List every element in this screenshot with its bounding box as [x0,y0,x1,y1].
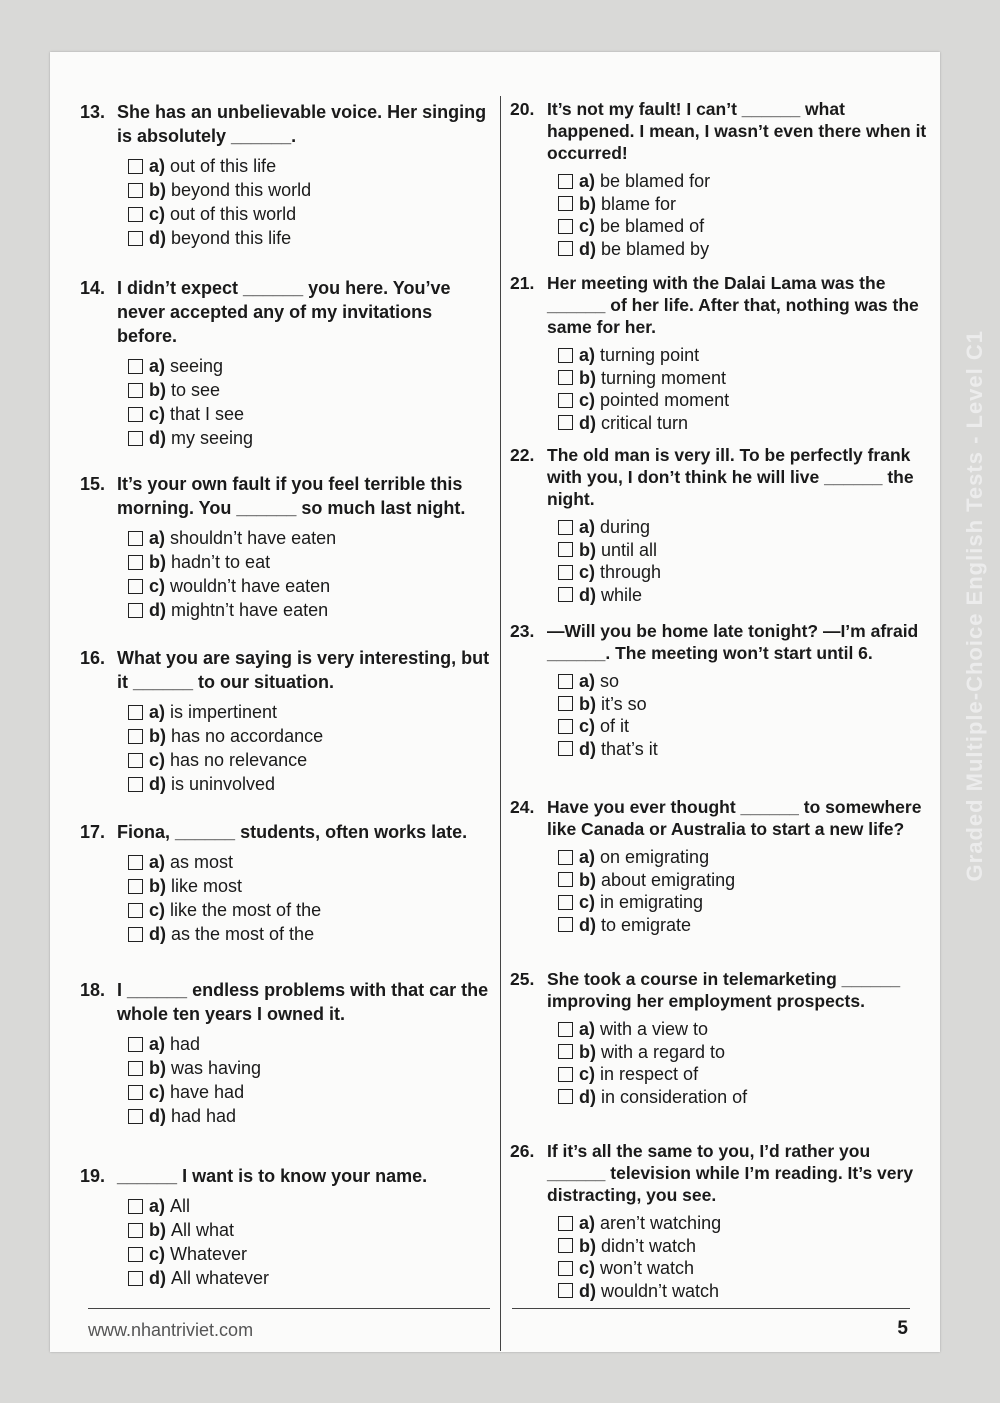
question-text: ______ I want is to know your name. [117,1166,428,1186]
option-text: wouldn’t have eaten [170,576,331,596]
question-number: 18. [80,980,106,1000]
option-text: pointed moment [600,390,730,410]
question-text: I ______ endless problems with that car the whole ten years I owned it. [117,980,489,1024]
checkbox-icon[interactable] [558,196,573,211]
checkbox-icon[interactable] [128,879,143,894]
option-text: to emigrate [601,914,692,935]
answer-option[interactable] [128,1032,495,1056]
option-text: in emigrating [600,892,704,912]
answer-option[interactable] [128,550,495,574]
answer-options [558,170,930,260]
answer-option[interactable] [128,850,495,874]
option-letter: b) [149,1058,166,1078]
option-letter: b) [579,539,596,560]
answer-option[interactable] [558,869,930,892]
checkbox-icon[interactable] [558,393,573,408]
answer-options [558,516,930,606]
question-number: 17. [80,822,106,842]
option-text: didn’t watch [601,1235,697,1256]
option-letter: c) [149,1244,166,1264]
checkbox-icon[interactable] [128,753,143,768]
answer-option[interactable] [558,367,930,390]
answer-option[interactable] [558,516,930,539]
option-letter: d) [579,412,596,433]
question-number: 16. [80,648,106,668]
answer-option[interactable] [128,1266,495,1290]
option-letter: d) [149,1268,166,1288]
option-text: while [601,584,643,605]
question-text: I didn’t expect ______ you here. You’ve never accepted any of my invitations before. [117,278,451,346]
option-text: mightn’t have eaten [171,600,329,620]
option-text: aren’t watching [600,1213,722,1233]
checkbox-icon[interactable] [128,927,143,942]
option-text: out of this life [170,156,277,176]
answer-option[interactable] [558,1041,930,1064]
checkbox-icon[interactable] [128,1109,143,1124]
checkbox-icon[interactable] [128,1199,143,1214]
checkbox-icon[interactable] [128,1247,143,1262]
option-text: have had [170,1082,245,1102]
option-text: hadn’t to eat [171,552,271,572]
answer-option[interactable] [558,914,930,937]
checkbox-icon[interactable] [558,1044,573,1059]
option-letter: c) [149,1082,166,1102]
answer-option[interactable] [558,561,930,584]
option-text: is impertinent [170,702,278,722]
checkbox-icon[interactable] [558,587,573,602]
question-number: 23. [510,621,535,641]
question-number: 25. [510,969,535,989]
option-text: about emigrating [601,869,736,890]
answer-option[interactable] [558,1280,930,1303]
answer-option[interactable] [128,1218,495,1242]
option-text: shouldn’t have eaten [170,528,337,548]
answer-option[interactable] [558,670,930,693]
answer-option[interactable] [558,539,930,562]
option-text: until all [601,539,658,560]
answer-option[interactable] [128,1080,495,1104]
option-text: through [600,562,662,582]
answer-option[interactable] [128,574,495,598]
answer-option[interactable] [128,1242,495,1266]
option-text: of it [600,716,630,736]
option-letter: a) [579,671,596,691]
option-letter: d) [579,1086,596,1107]
checkbox-icon[interactable] [558,1067,573,1082]
option-text: as most [170,852,234,872]
answer-option[interactable] [128,724,495,748]
answer-option[interactable] [128,226,495,250]
answer-options [558,670,930,760]
question [80,472,495,622]
option-letter: a) [149,156,166,176]
option-text: out of this world [170,204,297,224]
option-text: on emigrating [600,847,710,867]
option-letter: a) [579,345,596,365]
option-letter: b) [579,367,596,388]
option-text: as the most of the [171,924,315,944]
checkbox-icon[interactable] [558,370,573,385]
column-divider [500,96,501,1351]
option-letter: d) [579,738,596,759]
checkbox-icon[interactable] [128,531,143,546]
checkbox-icon[interactable] [558,415,573,430]
answer-option[interactable] [558,715,930,738]
question-number: 19. [80,1166,106,1186]
option-text: beyond this world [171,180,312,200]
answer-options [128,1032,495,1128]
checkbox-icon[interactable] [558,241,573,256]
option-text: turning point [600,345,700,365]
answer-option[interactable] [128,354,495,378]
answer-option[interactable] [558,1063,930,1086]
question [510,796,930,936]
option-letter: b) [579,1235,596,1256]
option-text: like most [171,876,243,896]
question-text: Fiona, ______ students, often works late. [117,822,468,842]
option-letter: c) [149,750,166,770]
checkbox-icon[interactable] [558,850,573,865]
question-text: If it’s all the same to you, I’d rather you ______ television while I’m reading. It’s very distracting, you see. [547,1141,914,1205]
checkbox-icon[interactable] [558,1089,573,1104]
option-text: turning moment [601,367,727,388]
option-letter: d) [149,228,166,248]
answer-option[interactable] [558,891,930,914]
checkbox-icon[interactable] [128,383,143,398]
checkbox-icon[interactable] [128,729,143,744]
option-text: Whatever [170,1244,248,1264]
answer-option[interactable] [128,178,495,202]
question-text: The old man is very ill. To be perfectly frank with you, I don’t think he will live ______ the night. [547,445,914,509]
side-series-title: Graded Multiple-Choice English Tests - Level C1 [962,330,987,882]
option-letter: d) [579,914,596,935]
option-letter: c) [579,1064,596,1084]
option-letter: a) [149,702,166,722]
question [510,98,930,260]
option-text: be blamed for [600,171,711,191]
question [80,978,495,1128]
question-text: She took a course in telemarketing ______ improving her employment prospects. [547,969,901,1011]
checkbox-icon[interactable] [558,1216,573,1231]
option-text: with a view to [600,1019,709,1039]
option-text: in respect of [600,1064,699,1084]
question-number: 21. [510,273,535,293]
answer-option[interactable] [558,1018,930,1041]
answer-option[interactable] [128,772,495,796]
option-letter: a) [149,356,166,376]
option-text: my seeing [171,428,254,448]
page-number: 5 [897,1318,908,1339]
answer-options [128,1194,495,1290]
checkbox-icon[interactable] [558,565,573,580]
option-letter: a) [579,1019,596,1039]
answer-option[interactable] [558,846,930,869]
option-text: be blamed of [600,216,705,236]
answer-option[interactable] [558,215,930,238]
checkbox-icon[interactable] [128,231,143,246]
answer-options [558,1212,930,1302]
option-text: All [170,1196,191,1216]
answer-option[interactable] [558,238,930,261]
question [80,646,495,796]
option-text: blame for [601,193,677,214]
option-text: is uninvolved [171,774,276,794]
checkbox-icon[interactable] [558,741,573,756]
checkbox-icon[interactable] [128,603,143,618]
option-letter: d) [579,1280,596,1301]
option-letter: a) [149,852,166,872]
checkbox-icon[interactable] [128,777,143,792]
answer-option[interactable] [558,193,930,216]
option-letter: c) [149,204,166,224]
answer-option[interactable] [558,1257,930,1280]
option-text: wouldn’t watch [601,1280,720,1301]
question [510,444,930,606]
checkbox-icon[interactable] [558,917,573,932]
option-text: won’t watch [600,1258,695,1278]
question [510,272,930,434]
option-letter: d) [149,924,166,944]
option-letter: b) [579,193,596,214]
question [510,620,930,760]
answer-option[interactable] [128,922,495,946]
option-text: had had [171,1106,237,1126]
option-letter: c) [579,892,596,912]
option-letter: a) [149,1034,166,1054]
question-number: 20. [510,99,535,119]
option-letter: a) [149,528,166,548]
answer-option[interactable] [558,693,930,716]
option-letter: c) [149,404,166,424]
option-letter: c) [149,576,166,596]
question-text: —Will you be home late tonight? —I’m afraid ______. The meeting won’t start until 6. [547,621,919,663]
option-letter: a) [579,517,596,537]
answer-option[interactable] [558,1086,930,1109]
question-number: 15. [80,474,106,494]
checkbox-icon[interactable] [558,542,573,557]
option-text: All what [171,1220,235,1240]
question [80,276,495,450]
option-letter: d) [579,584,596,605]
question-number: 26. [510,1141,535,1161]
option-letter: c) [579,562,596,582]
footer-rule-left [88,1308,490,1309]
checkbox-icon[interactable] [558,674,573,689]
option-letter: b) [149,726,166,746]
question [510,968,930,1108]
option-text: in consideration of [601,1086,748,1107]
answer-options [128,526,495,622]
option-letter: b) [149,552,166,572]
checkbox-icon[interactable] [128,705,143,720]
answer-options [128,154,495,250]
question [80,1164,495,1290]
checkbox-icon[interactable] [558,1261,573,1276]
checkbox-icon[interactable] [128,183,143,198]
question-number: 13. [80,102,106,122]
option-letter: d) [579,238,596,259]
option-letter: b) [149,876,166,896]
answer-option[interactable] [558,1212,930,1235]
checkbox-icon[interactable] [128,207,143,222]
option-text: was having [171,1058,262,1078]
option-letter: c) [149,900,166,920]
option-text: that’s it [601,738,658,759]
checkbox-icon[interactable] [128,1061,143,1076]
option-letter: a) [579,847,596,867]
question-text: Have you ever thought ______ to somewhere like Canada or Australia to start a new life? [547,797,922,839]
checkbox-icon[interactable] [128,359,143,374]
answer-option[interactable] [128,700,495,724]
option-text: has no relevance [170,750,308,770]
answer-option[interactable] [558,738,930,761]
question-text: What you are saying is very interesting, but it ______ to our situation. [117,648,490,692]
checkbox-icon[interactable] [128,1037,143,1052]
answer-options [128,850,495,946]
option-letter: d) [149,600,166,620]
checkbox-icon[interactable] [128,407,143,422]
option-text: critical turn [601,412,689,433]
option-letter: d) [149,428,166,448]
answer-options [128,700,495,796]
question-text: She has an unbelievable voice. Her singing is absolutely ______. [117,102,487,146]
checkbox-icon[interactable] [128,1223,143,1238]
option-letter: c) [579,1258,596,1278]
checkbox-icon[interactable] [558,872,573,887]
checkbox-icon[interactable] [558,696,573,711]
option-letter: a) [579,1213,596,1233]
option-text: it’s so [601,693,647,714]
option-letter: b) [579,693,596,714]
option-letter: d) [149,774,166,794]
option-text: had [170,1034,201,1054]
option-letter: b) [149,180,166,200]
option-text: like the most of the [170,900,322,920]
question-text: It’s not my fault! I can’t ______ what happened. I mean, I wasn’t even there when it occurred! [547,99,927,163]
question-number: 24. [510,797,535,817]
answer-options [128,354,495,450]
answer-option[interactable] [128,426,495,450]
answer-option[interactable] [128,1056,495,1080]
answer-option[interactable] [128,378,495,402]
option-letter: c) [579,390,596,410]
option-letter: a) [579,171,596,191]
answer-option[interactable] [128,154,495,178]
option-letter: b) [149,380,166,400]
answer-option[interactable] [558,584,930,607]
checkbox-icon[interactable] [558,1022,573,1037]
checkbox-icon[interactable] [558,520,573,535]
option-text: during [600,517,651,537]
option-text: seeing [170,356,224,376]
answer-options [558,1018,930,1108]
option-letter: c) [579,716,596,736]
option-letter: d) [149,1106,166,1126]
checkbox-icon[interactable] [558,1283,573,1298]
checkbox-icon[interactable] [128,555,143,570]
worksheet-page [50,52,940,1352]
question-text: It’s your own fault if you feel terrible this morning. You ______ so much last night. [117,474,466,518]
checkbox-icon[interactable] [558,219,573,234]
answer-option[interactable] [128,598,495,622]
answer-option[interactable] [558,412,930,435]
checkbox-icon[interactable] [558,895,573,910]
checkbox-icon[interactable] [558,348,573,363]
footer-website: www.nhantriviet.com [88,1320,254,1340]
option-letter: c) [579,216,596,236]
question-text: Her meeting with the Dalai Lama was the ______ of her life. After that, nothing was the same for her. [547,273,919,337]
question [510,1140,930,1302]
answer-option[interactable] [128,1194,495,1218]
option-text: that I see [170,404,245,424]
checkbox-icon[interactable] [128,1271,143,1286]
option-letter: a) [149,1196,166,1216]
answer-option[interactable] [128,1104,495,1128]
option-text: be blamed by [601,238,710,259]
answer-option[interactable] [558,389,930,412]
answer-options [558,344,930,434]
option-text: with a regard to [601,1041,726,1062]
answer-option[interactable] [128,748,495,772]
answer-options [558,846,930,936]
answer-option[interactable] [128,202,495,226]
footer-rule-right [512,1308,910,1309]
answer-option[interactable] [128,526,495,550]
checkbox-icon[interactable] [558,174,573,189]
checkbox-icon[interactable] [128,855,143,870]
question-number: 22. [510,445,535,465]
option-text: has no accordance [171,726,324,746]
question [80,820,495,946]
checkbox-icon[interactable] [128,1085,143,1100]
option-text: so [600,671,620,691]
option-text: to see [171,380,221,400]
answer-option[interactable] [558,1235,930,1258]
checkbox-icon[interactable] [128,431,143,446]
checkbox-icon[interactable] [128,903,143,918]
checkbox-icon[interactable] [128,159,143,174]
answer-option[interactable] [558,170,930,193]
option-text: beyond this life [171,228,292,248]
answer-option[interactable] [128,874,495,898]
option-letter: b) [579,1041,596,1062]
answer-option[interactable] [128,402,495,426]
question [80,100,495,250]
answer-option[interactable] [558,344,930,367]
checkbox-icon[interactable] [558,719,573,734]
option-text: All whatever [171,1268,270,1288]
checkbox-icon[interactable] [558,1238,573,1253]
option-letter: b) [149,1220,166,1240]
answer-option[interactable] [128,898,495,922]
checkbox-icon[interactable] [128,579,143,594]
option-letter: b) [579,869,596,890]
question-number: 14. [80,278,106,298]
